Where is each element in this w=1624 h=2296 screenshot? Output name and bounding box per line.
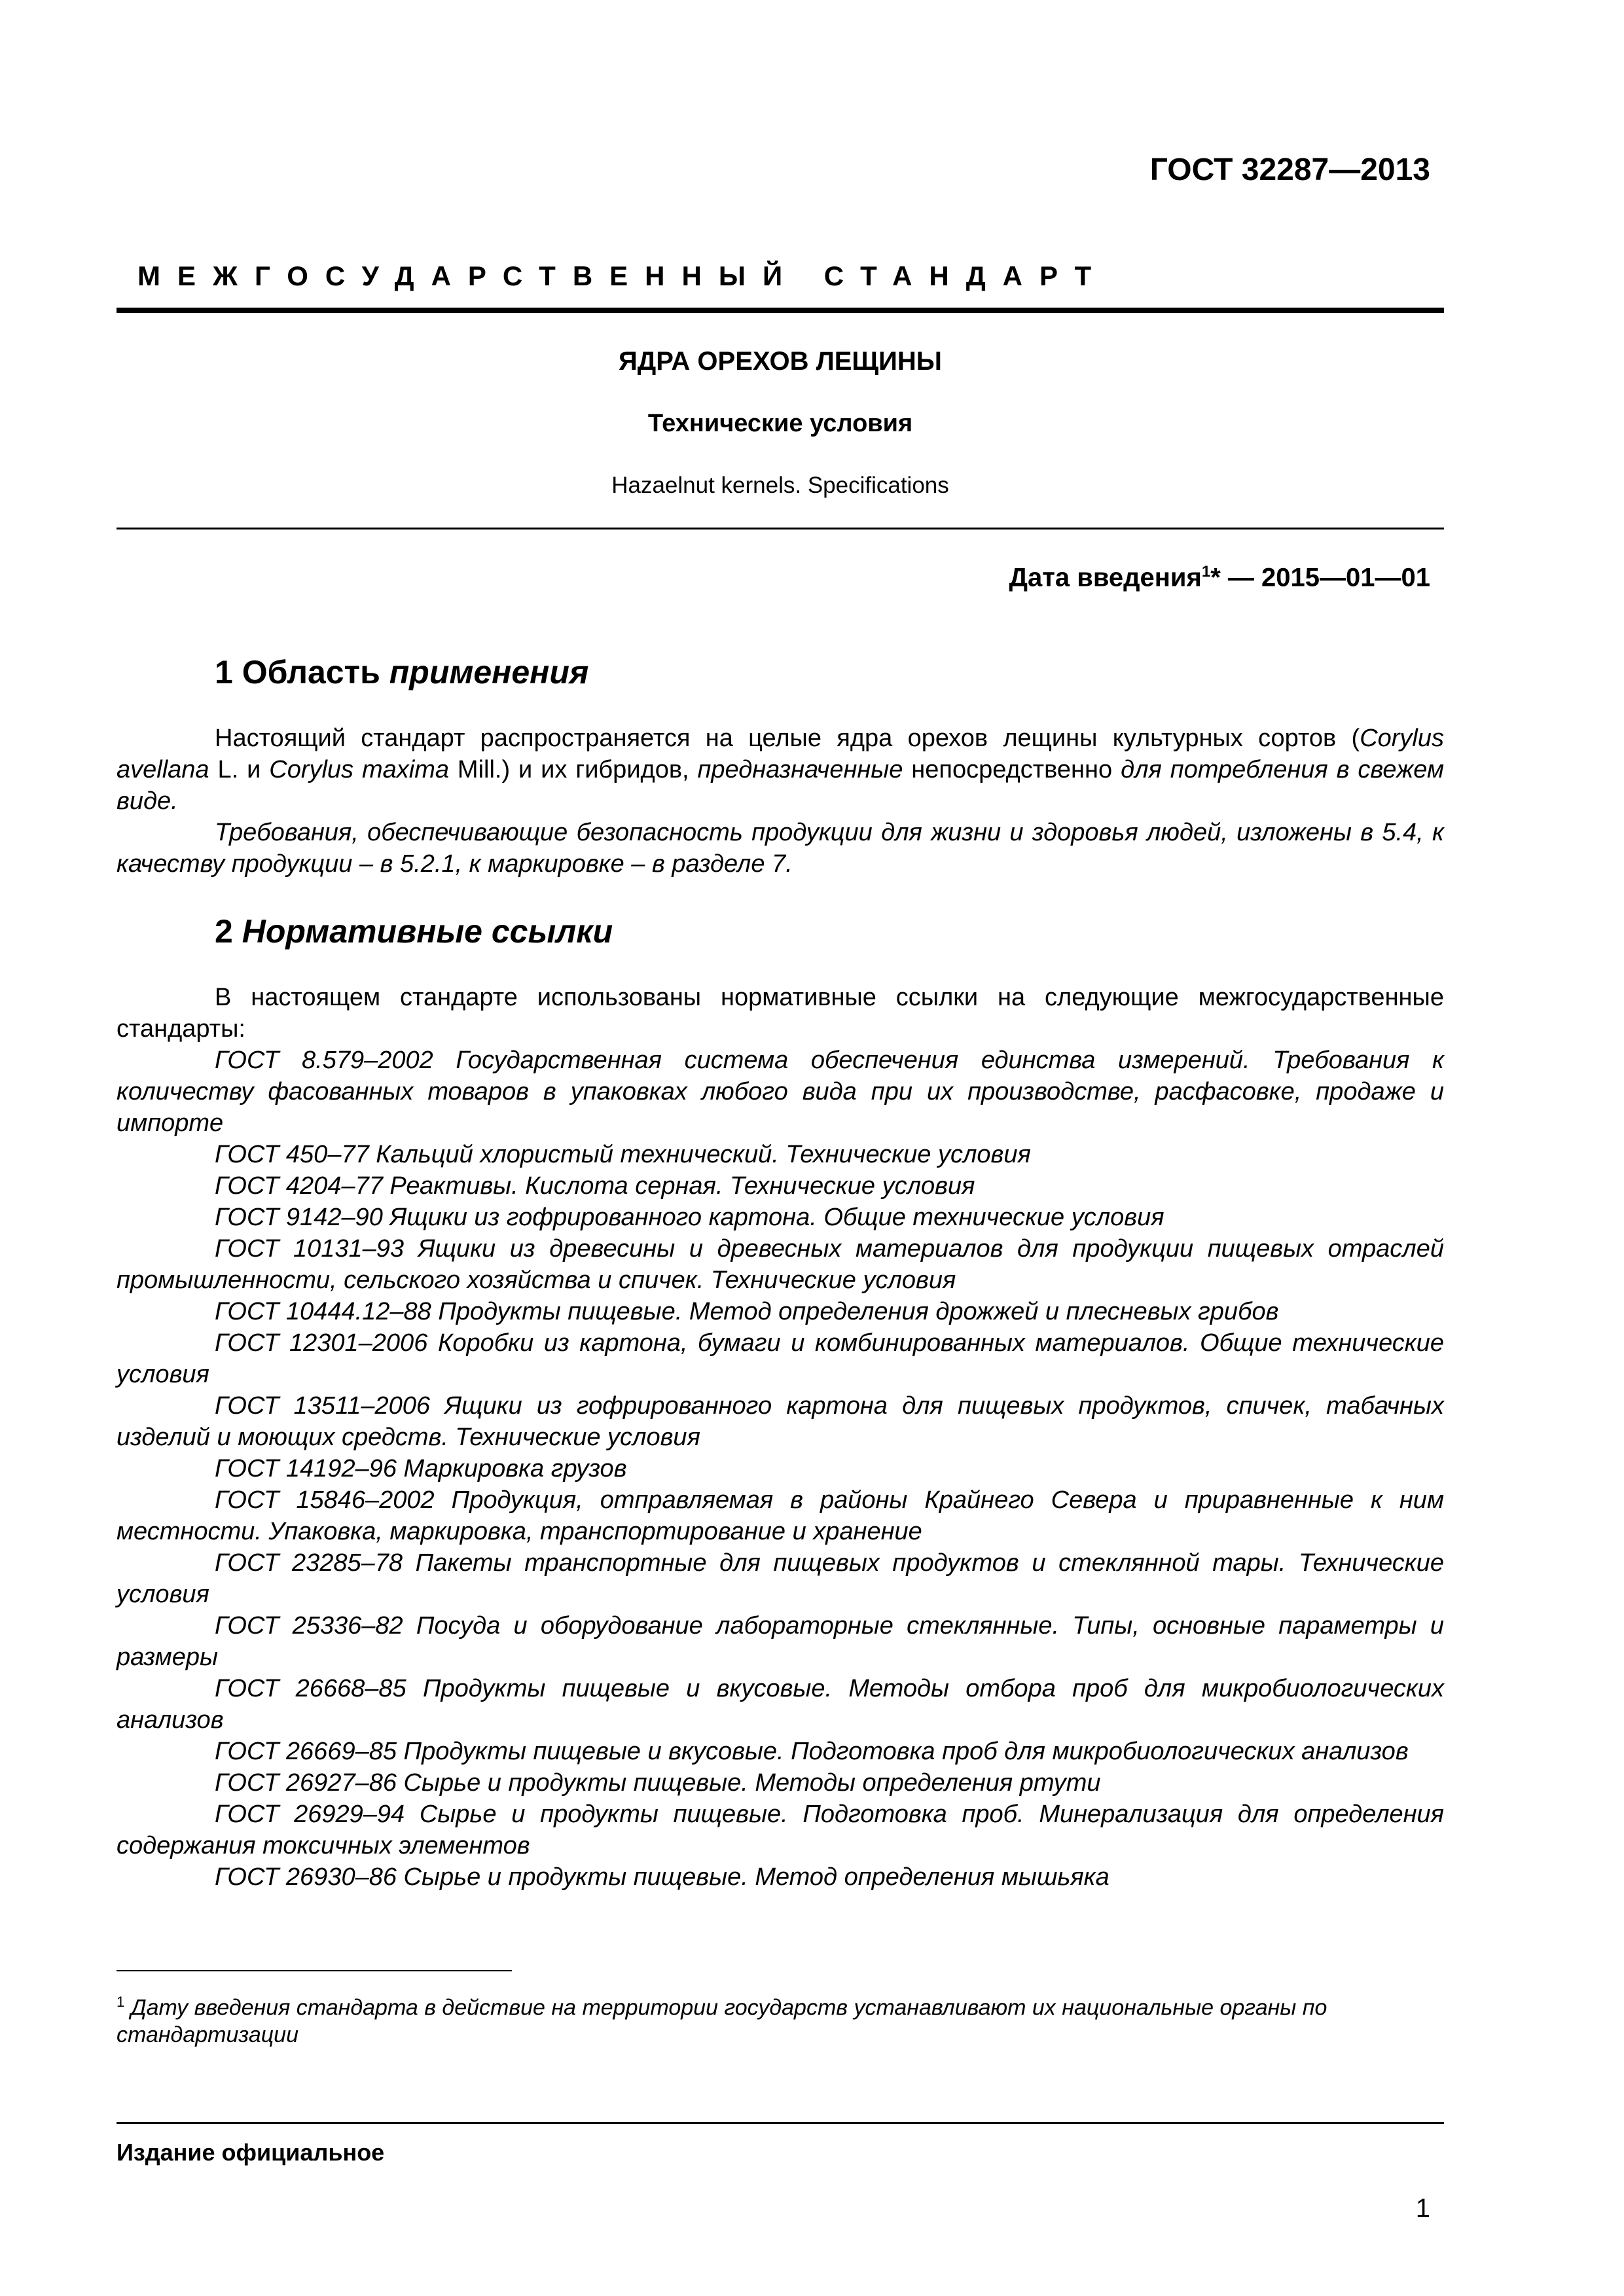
intro-date-label: Дата введения — [1009, 563, 1202, 592]
section-1-heading — [215, 653, 588, 691]
intro-date-footnote-mark: 1 — [1201, 563, 1211, 581]
reference-item: ГОСТ 8.579–2002 Государственная система обеспечения единства измерений. Требования к количеству фасованных товаров в упаковках любого вида при их производстве, расфасовке, продаже и импорте — [117, 1047, 1444, 1137]
header-rule — [117, 308, 1444, 313]
reference-item: ГОСТ 9142–90 Ящики из гофрированного картона. Общие технические условия — [215, 1204, 1164, 1231]
reference-item: ГОСТ 14192–96 Маркировка грузов — [215, 1455, 627, 1482]
footnote-mark: 1 — [117, 1994, 125, 2010]
section-1-body — [117, 723, 1444, 880]
interstate-standard-banner: МЕЖГОСУДАРСТВЕННЫЙ СТАНДАРТ — [137, 260, 1109, 291]
section-2-heading — [215, 912, 613, 950]
requirements-paragraph: Требования, обеспечивающие безопасность продукции для жизни и здоровья людей, изложены в 5.4, к качеству продукции – в 5.2.1, к маркировке – в разделе 7. — [117, 819, 1444, 878]
intro-date — [1009, 563, 1430, 592]
section-1-number: 1 Область — [215, 654, 380, 691]
reference-item: ГОСТ 23285–78 Пакеты транспортные для пищевых продуктов и стеклянной тары. Технические условия — [117, 1549, 1444, 1608]
reference-item: ГОСТ 10131–93 Ящики из древесины и древесных материалов для продукции пищевых отраслей промышленности, сельского хозяйства и спичек. Технические условия — [117, 1235, 1444, 1294]
footnote-rule — [117, 1970, 512, 1971]
reference-item: ГОСТ 26930–86 Сырье и продукты пищевые. Метод определения мышьяка — [215, 1863, 1110, 1891]
reference-item: ГОСТ 450–77 Кальций хлористый технический. Технические условия — [215, 1141, 1031, 1168]
footnote — [117, 1988, 1444, 2049]
gost-number: ГОСТ 32287—2013 — [1149, 152, 1430, 187]
reference-item: ГОСТ 4204–77 Реактивы. Кислота серная. Технические условия — [215, 1172, 975, 1200]
references-intro: В настоящем стандарте использованы нормативные ссылки на следующие межгосударственные стандарты: — [117, 984, 1444, 1043]
reference-item: ГОСТ 15846–2002 Продукция, отправляемая в районы Крайнего Севера и приравненные к ним местности. Упаковка, маркировка, транспортирование и хранение — [117, 1486, 1444, 1545]
reference-item: ГОСТ 26927–86 Сырье и продукты пищевые. Методы определения ртути — [215, 1769, 1101, 1797]
intro-date-value: * — 2015—01—01 — [1210, 563, 1430, 592]
edition-label: Издание официальное — [117, 2139, 385, 2166]
document-title: ЯДРА ОРЕХОВ ЛЕЩИНЫ — [619, 347, 942, 376]
reference-item: ГОСТ 26669–85 Продукты пищевые и вкусовые. Подготовка проб для микробиологических анализов — [215, 1738, 1409, 1765]
title-rule — [117, 528, 1444, 529]
footnote-text: Дату введения стандарта в действие на территории государств устанавливают их национальные органы по стандартизации — [117, 1995, 1327, 2048]
document-subtitle: Технические условия — [647, 410, 913, 437]
reference-item: ГОСТ 26668–85 Продукты пищевые и вкусовые. Методы отбора проб для микробиологических анализов — [117, 1675, 1444, 1734]
reference-item: ГОСТ 12301–2006 Коробки из картона, бумаги и комбинированных материалов. Общие технические условия — [117, 1329, 1444, 1388]
section-2-body — [117, 982, 1444, 1893]
section-2-number: 2 — [215, 913, 233, 950]
section-1-title: применения — [389, 654, 589, 691]
reference-item: ГОСТ 26929–94 Сырье и продукты пищевые. Подготовка проб. Минерализация для определения содержания токсичных элементов — [117, 1801, 1444, 1859]
reference-item: ГОСТ 13511–2006 Ящики из гофрированного картона для пищевых продуктов, спичек, табачных изделий и моющих средств. Технические условия — [117, 1392, 1444, 1451]
footer-rule — [117, 2122, 1444, 2124]
document-title-english: Hazaelnut kernels. Specifications — [611, 473, 949, 498]
scope-paragraph: Настоящий стандарт распространяется на целые ядра орехов лещины культурных сортов (Corylus avellana L. и Corylus maxima Mill.) и их гибридов, предназначенные непосредственно для потребления в свежем виде. — [117, 725, 1444, 815]
page-number: 1 — [1415, 2194, 1430, 2223]
reference-item: ГОСТ 25336–82 Посуда и оборудование лабораторные стеклянные. Типы, основные параметры и размеры — [117, 1612, 1444, 1671]
reference-item: ГОСТ 10444.12–88 Продукты пищевые. Метод определения дрожжей и плесневых грибов — [215, 1298, 1279, 1325]
section-2-title: Нормативные ссылки — [242, 913, 613, 950]
